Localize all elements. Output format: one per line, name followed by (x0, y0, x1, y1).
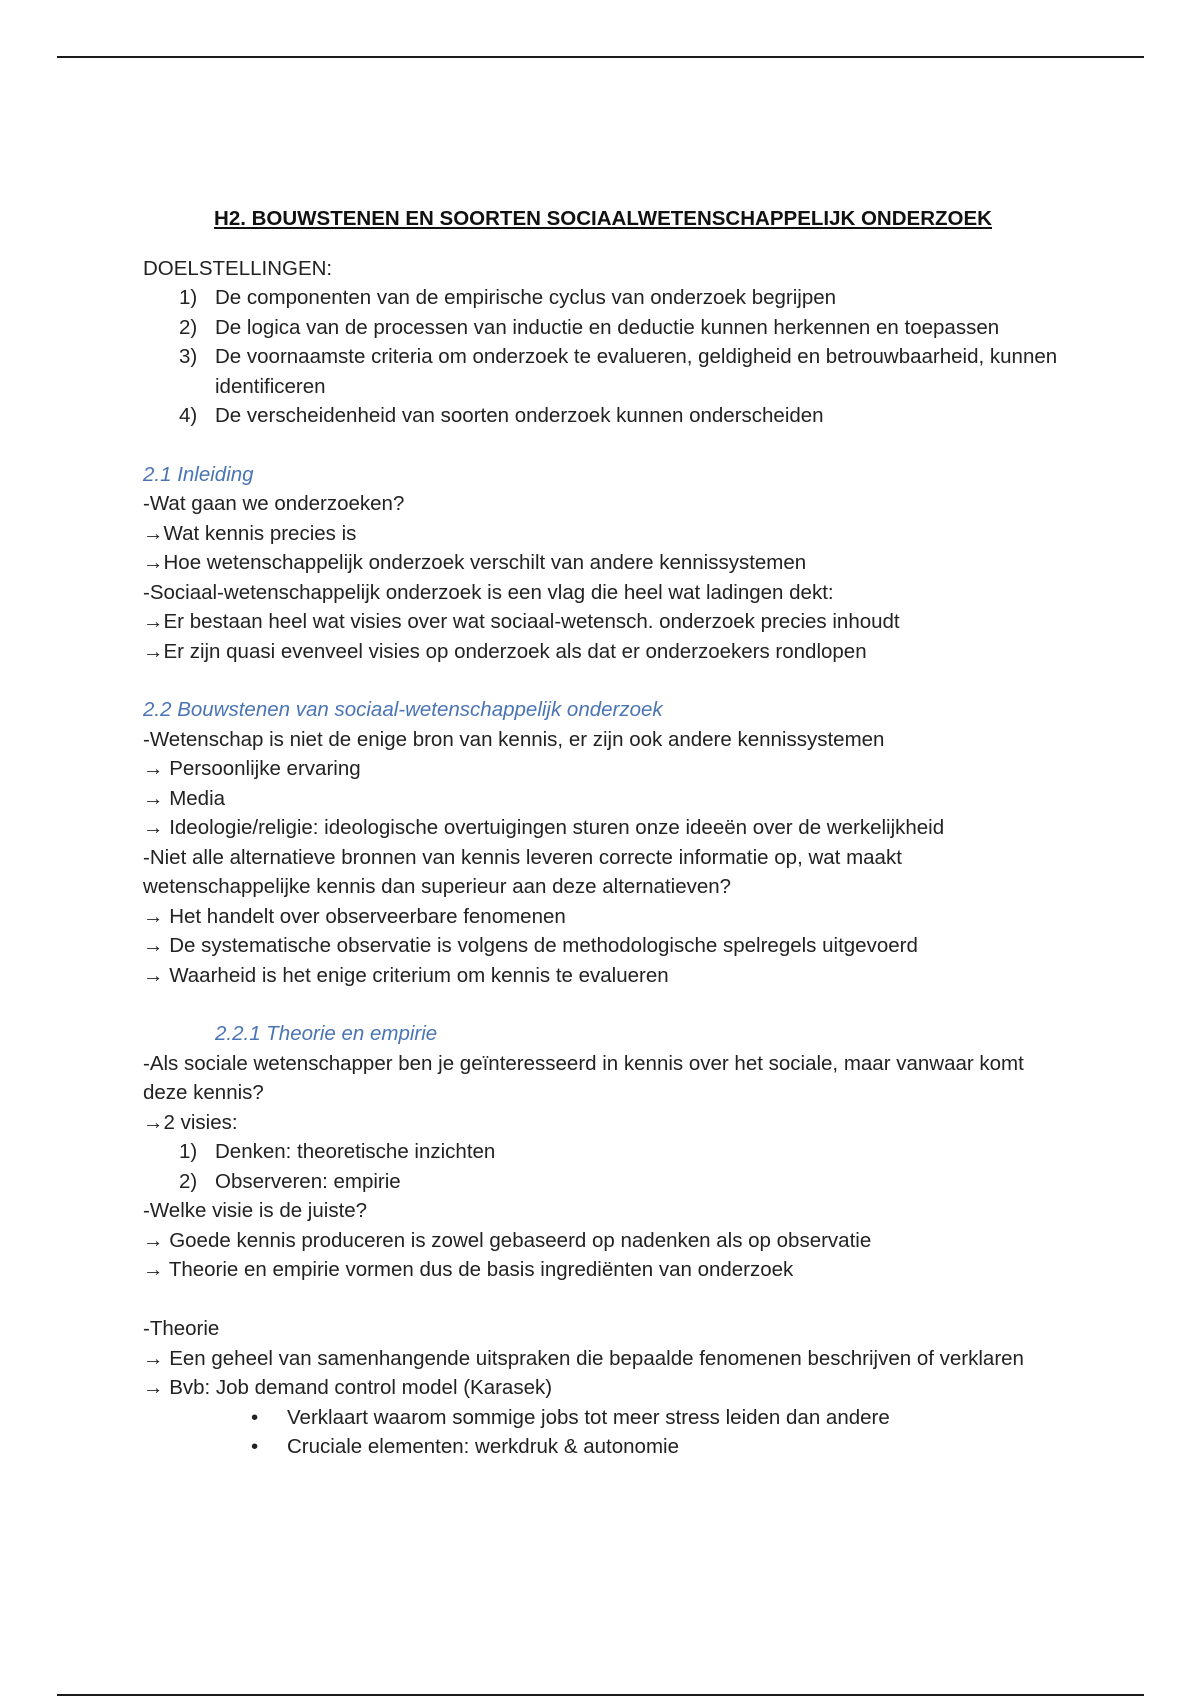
text-paragraph: → Een geheel van samenhangende uitspraken die bepaalde fenomenen beschrijven of verklaren (143, 1346, 1024, 1370)
text-line: → Ideologie/religie: ideologische overtuigingen sturen onze ideeën over de werkelijkheid (143, 816, 945, 839)
text-line: →2 visies: (143, 1110, 238, 1134)
text-paragraph: -Niet alle alternatieve bronnen van kennis leveren correcte informatie op, wat maakt wetenschappelijke kennis dan superieur aan deze alternatieven? (143, 845, 902, 898)
text-line: → Goede kennis produceren is zowel gebaseerd op nadenken als op observatie (143, 1228, 872, 1252)
text-line: -Sociaal-wetenschappelijk onderzoek is een vlag die heel wat ladingen dekt: (143, 580, 834, 604)
objectives-label: DOELSTELLINGEN: (143, 256, 333, 280)
bullet-item: • Cruciale elementen: werkdruk & autonomie (143, 1432, 1073, 1462)
section-heading-2-1: 2.1 Inleiding (143, 462, 254, 486)
text-paragraph: -Als sociale wetenschapper ben je geïnteresseerd in kennis over het sociale, maar vanwaar komt deze kennis? (143, 1051, 1024, 1104)
bullet-icon: • (251, 1405, 259, 1429)
page-title: H2. BOUWSTENEN EN SOORTEN SOCIAALWETENSCHAPPELIJK ONDERZOEK (214, 207, 992, 230)
bullet-icon: • (251, 1435, 259, 1458)
list-item: 2) De logica van de processen van inductie en deductie kunnen herkennen en toepassen (179, 315, 1000, 339)
bottom-rule (57, 1694, 1144, 1696)
text-line: → De systematische observatie is volgens de methodologische spelregels uitgevoerd (143, 934, 918, 957)
text-line: -Theorie (143, 1317, 220, 1340)
text-line: → Het handelt over observeerbare fenomenen (143, 904, 566, 928)
text-line: → Waarheid is het enige criterium om kennis te evalueren (143, 963, 669, 987)
text-line: → Media (143, 786, 226, 810)
text-line: →Er zijn quasi evenveel visies op onderzoek als dat er onderzoekers rondlopen (143, 639, 867, 663)
list-item: 2) Observeren: empirie (179, 1169, 401, 1193)
text-line: → Theorie en empirie vormen dus de basis ingrediënten van onderzoek (143, 1258, 794, 1281)
list-item: 4) De verscheidenheid van soorten onderzoek kunnen onderscheiden (179, 404, 824, 427)
text-line: -Wetenschap is niet de enige bron van kennis, er zijn ook andere kennissystemen (143, 727, 885, 751)
list-item: 1) De componenten van de empirische cyclus van onderzoek begrijpen (179, 286, 837, 309)
text-line: → Persoonlijke ervaring (143, 757, 361, 780)
text-line: →Er bestaan heel wat visies over wat sociaal-wetensch. onderzoek precies inhoudt (143, 610, 900, 633)
section-heading-2-2-1: 2.2.1 Theorie en empirie (215, 1022, 438, 1045)
objectives-list (143, 283, 1073, 431)
top-rule (57, 56, 1144, 58)
text-line: -Wat gaan we onderzoeken? (143, 492, 405, 515)
document-body (143, 204, 1073, 1462)
text-line: → Bvb: Job demand control model (Karasek) (143, 1376, 553, 1399)
bullet-item: • Verklaart waarom sommige jobs tot meer stress leiden dan andere (143, 1403, 1073, 1433)
section-heading-2-2: 2.2 Bouwstenen van sociaal-wetenschappelijk onderzoek (143, 698, 663, 721)
visions-list (143, 1137, 1073, 1196)
text-line: →Wat kennis precies is (143, 521, 357, 545)
list-item: 1) Denken: theoretische inzichten (179, 1140, 496, 1163)
text-line: →Hoe wetenschappelijk onderzoek verschilt van andere kennissystemen (143, 551, 807, 574)
spacer (143, 1285, 1073, 1315)
list-item: 3) De voornaamste criteria om onderzoek te evalueren, geldigheid en betrouwbaarheid, kunnen identificeren (179, 345, 1058, 398)
text-line: -Welke visie is de juiste? (143, 1199, 368, 1222)
